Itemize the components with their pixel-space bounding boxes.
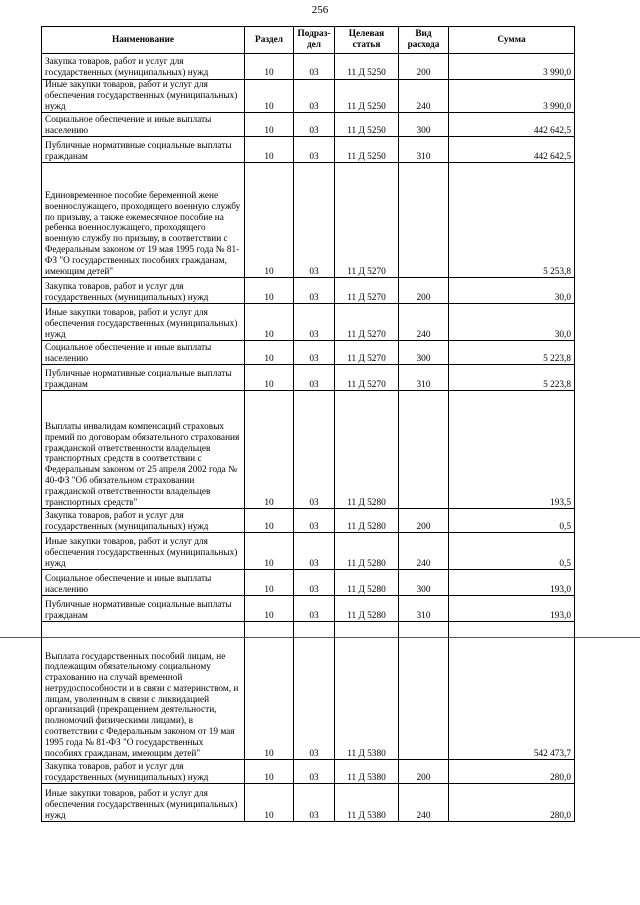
- row-expense-type: 310: [399, 365, 449, 391]
- header-sum: Сумма: [449, 27, 575, 54]
- row-section: 10: [245, 784, 294, 822]
- row-subsection: 03: [294, 113, 335, 137]
- row-expense-type: 300: [399, 341, 449, 365]
- row-section: 10: [245, 341, 294, 365]
- row-expense-type: 240: [399, 784, 449, 822]
- row-expense-type: 240: [399, 533, 449, 570]
- row-name: Закупка товаров, работ и услуг для государственных (муниципальных) нужд: [42, 278, 245, 304]
- row-sum: 442 642,5: [449, 113, 575, 137]
- row-subsection: 03: [294, 163, 335, 278]
- row-expense-type: 200: [399, 54, 449, 80]
- row-sum: 442 642,5: [449, 137, 575, 163]
- row-target: 11 Д 5280: [335, 570, 399, 596]
- budget-table: [41, 26, 575, 822]
- row-expense-type: 200: [399, 278, 449, 304]
- row-subsection: 03: [294, 570, 335, 596]
- row-sum: 3 990,0: [449, 80, 575, 113]
- row-section: 10: [245, 80, 294, 113]
- row-section: 10: [245, 163, 294, 278]
- row-section: 10: [245, 533, 294, 570]
- row-expense-type: [399, 391, 449, 509]
- row-expense-type: 240: [399, 80, 449, 113]
- table-row: [42, 596, 575, 622]
- row-expense-type: 310: [399, 596, 449, 622]
- row-name: Публичные нормативные социальные выплаты гражданам: [42, 365, 245, 391]
- row-target: 11 Д 5280: [335, 391, 399, 509]
- row-sum: 0,5: [449, 509, 575, 533]
- row-subsection: 03: [294, 509, 335, 533]
- row-section: 10: [245, 113, 294, 137]
- row-subsection: 03: [294, 137, 335, 163]
- table-body: [42, 54, 575, 822]
- table-row: [42, 341, 575, 365]
- row-name: Закупка товаров, работ и услуг для государственных (муниципальных) нужд: [42, 54, 245, 80]
- row-expense-type: 240: [399, 304, 449, 341]
- row-target: 11 Д 5380: [335, 760, 399, 784]
- row-subsection: 03: [294, 622, 335, 760]
- row-name: Социальное обеспечение и иные выплаты населению: [42, 341, 245, 365]
- page-number: 256: [311, 4, 329, 16]
- row-expense-type: [399, 622, 449, 760]
- scan-line-artifact: [0, 637, 640, 638]
- row-target: 11 Д 5250: [335, 137, 399, 163]
- table-row: [42, 391, 575, 509]
- row-target: 11 Д 5280: [335, 596, 399, 622]
- row-subsection: 03: [294, 304, 335, 341]
- table-row: [42, 80, 575, 113]
- row-name: Публичные нормативные социальные выплаты гражданам: [42, 596, 245, 622]
- row-target: 11 Д 5250: [335, 113, 399, 137]
- table-row: [42, 760, 575, 784]
- row-sum: 280,0: [449, 784, 575, 822]
- table-row: [42, 113, 575, 137]
- row-target: 11 Д 5250: [335, 54, 399, 80]
- row-section: 10: [245, 596, 294, 622]
- row-name: Закупка товаров, работ и услуг для государственных (муниципальных) нужд: [42, 760, 245, 784]
- row-section: 10: [245, 304, 294, 341]
- row-subsection: 03: [294, 80, 335, 113]
- table-row: [42, 278, 575, 304]
- row-expense-type: 200: [399, 509, 449, 533]
- row-name: Выплаты инвалидам компенсаций страховых премий по договорам обязательного страхования гражданской ответственности владельцев транспортных средств в соответствии с Федеральным законом от 25 апреля 2002 года № 40-ФЗ "Об обязательном страховании гражданской ответственности владельцев транспортных средств": [42, 391, 245, 509]
- row-target: 11 Д 5270: [335, 341, 399, 365]
- row-name: Иные закупки товаров, работ и услуг для обеспечения государственных (муниципальных) нужд: [42, 784, 245, 822]
- table-row: [42, 784, 575, 822]
- row-sum: 3 990,0: [449, 54, 575, 80]
- row-target: 11 Д 5380: [335, 622, 399, 760]
- row-sum: 5 223,8: [449, 341, 575, 365]
- row-target: 11 Д 5270: [335, 163, 399, 278]
- row-expense-type: [399, 163, 449, 278]
- header-target: Целевая статья: [335, 27, 399, 54]
- row-section: 10: [245, 622, 294, 760]
- table-header: [42, 27, 575, 54]
- row-subsection: 03: [294, 760, 335, 784]
- row-section: 10: [245, 509, 294, 533]
- row-subsection: 03: [294, 365, 335, 391]
- row-sum: 193,0: [449, 570, 575, 596]
- row-target: 11 Д 5270: [335, 365, 399, 391]
- row-sum: 193,5: [449, 391, 575, 509]
- row-section: 10: [245, 278, 294, 304]
- header-subsection: Подраз- дел: [294, 27, 335, 54]
- table-row: [42, 509, 575, 533]
- row-name: Социальное обеспечение и иные выплаты населению: [42, 570, 245, 596]
- row-section: 10: [245, 137, 294, 163]
- row-subsection: 03: [294, 54, 335, 80]
- row-expense-type: 310: [399, 137, 449, 163]
- header-name: Наименование: [42, 27, 245, 54]
- row-expense-type: 200: [399, 760, 449, 784]
- row-subsection: 03: [294, 278, 335, 304]
- row-name: Публичные нормативные социальные выплаты гражданам: [42, 137, 245, 163]
- row-target: 11 Д 5250: [335, 80, 399, 113]
- row-subsection: 03: [294, 341, 335, 365]
- table-row: [42, 622, 575, 760]
- row-sum: 193,0: [449, 596, 575, 622]
- row-expense-type: 300: [399, 113, 449, 137]
- row-sum: 5 223,8: [449, 365, 575, 391]
- table-row: [42, 163, 575, 278]
- table-row: [42, 365, 575, 391]
- table-row: [42, 533, 575, 570]
- row-subsection: 03: [294, 533, 335, 570]
- table-row: [42, 137, 575, 163]
- header-expense-type: Вид расхода: [399, 27, 449, 54]
- row-subsection: 03: [294, 391, 335, 509]
- row-expense-type: 300: [399, 570, 449, 596]
- row-target: 11 Д 5280: [335, 509, 399, 533]
- row-target: 11 Д 5280: [335, 533, 399, 570]
- row-name: Иные закупки товаров, работ и услуг для обеспечения государственных (муниципальных) нужд: [42, 533, 245, 570]
- row-target: 11 Д 5270: [335, 304, 399, 341]
- row-name: Выплата государственных пособий лицам, не подлежащим обязательному социальному страхованию на случай временной нетрудоспособности и в связи с материнством, и лицам, уволенным в связи с ликвидацией организаций (прекращением деятельности, полномочий физическими лицами), в соответствии с Федеральным законом от 19 мая 1995 года № 81-ФЗ "О государственных пособиях гражданам, имеющим детей": [42, 622, 245, 760]
- row-sum: 0,5: [449, 533, 575, 570]
- row-subsection: 03: [294, 784, 335, 822]
- row-sum: 542 473,7: [449, 622, 575, 760]
- row-sum: 30,0: [449, 304, 575, 341]
- row-section: 10: [245, 391, 294, 509]
- row-sum: 5 253,8: [449, 163, 575, 278]
- header-section: Раздел: [245, 27, 294, 54]
- row-name: Социальное обеспечение и иные выплаты населению: [42, 113, 245, 137]
- table-row: [42, 570, 575, 596]
- row-sum: 30,0: [449, 278, 575, 304]
- table-row: [42, 54, 575, 80]
- row-name: Закупка товаров, работ и услуг для государственных (муниципальных) нужд: [42, 509, 245, 533]
- row-section: 10: [245, 54, 294, 80]
- table-row: [42, 304, 575, 341]
- row-subsection: 03: [294, 596, 335, 622]
- row-name: Единовременное пособие беременной жене военнослужащего, проходящего военную службу по призыву, а также ежемесячное пособие на ребенка военнослужащего, проходящего военную службу по призыву, в соответствии с Федеральным законом от 19 мая 1995 года № 81-ФЗ "О государственных пособиях гражданам, имеющим детей": [42, 163, 245, 278]
- row-section: 10: [245, 570, 294, 596]
- row-section: 10: [245, 365, 294, 391]
- row-target: 11 Д 5380: [335, 784, 399, 822]
- row-sum: 280,0: [449, 760, 575, 784]
- row-name: Иные закупки товаров, работ и услуг для обеспечения государственных (муниципальных) нужд: [42, 80, 245, 113]
- row-target: 11 Д 5270: [335, 278, 399, 304]
- row-name: Иные закупки товаров, работ и услуг для обеспечения государственных (муниципальных) нужд: [42, 304, 245, 341]
- row-section: 10: [245, 760, 294, 784]
